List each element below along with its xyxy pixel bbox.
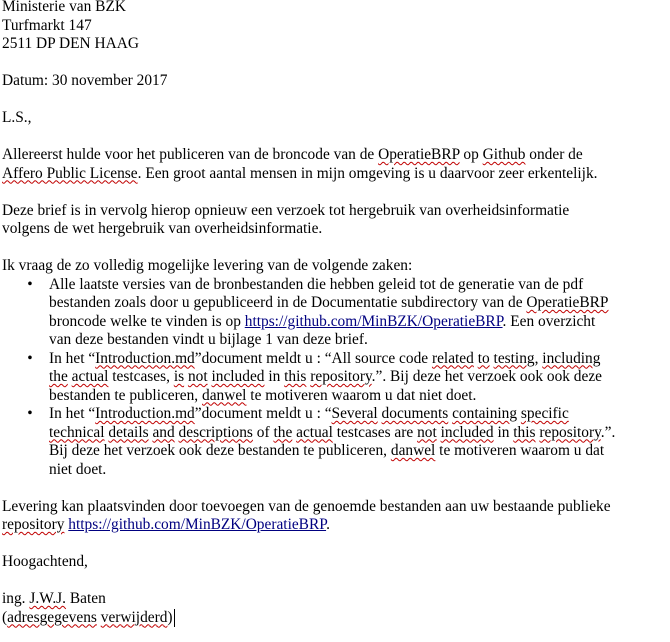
github-link[interactable]: https://github.com/MinBZK/OperatieBRP [68,516,327,533]
list-item: • In het “Introduction.md”document meldt u : “All source code related to testing, including the actual testcases, is not included in this repository.”. Bij deze het verzoek ook ook deze bestanden te publiceren, danwel te motiveren waarom u dat niet doet. [2,350,662,406]
list-item: • In het “Introduction.md”document meldt u : “Several documents containing specific technical details and descriptions of the actual testcases are not included in this repository.”. Bij deze het verzoek ook deze bestanden te publiceren, danwel te motiveren waarom u dat niet doet. [2,405,662,479]
address-line-3: 2511 DP DEN HAAG [2,35,139,52]
bullet-icon: • [27,349,33,367]
letter-document [2,0,662,627]
signature-name: ing. J.W.J. Baten [2,590,106,607]
paragraph-line: Levering kan plaatsvinden door toevoegen van de genoemde bestanden aan uw bestaande publieke [2,497,611,515]
blank-line [2,535,662,554]
address-line-1: Ministerie van BZK [2,0,126,15]
paragraph-line: Deze brief is in vervolg hierop opnieuw een verzoek tot hergebruik van overheidsinformatie [2,201,570,219]
bullet-icon: • [27,405,33,422]
letter-date: Datum: 30 november 2017 [2,72,168,89]
address-line-2: Turfmarkt 147 [2,16,92,34]
list-item: • Alle laatste versies van de bronbestanden die hebben geleid tot de generatie van de pdf bestanden zoals door u gepubliceerd in de Documentatie subdirectory van de OperatieBRP broncode welke te vinden is op https://github.com/MinBZK/OperatieBRP. Een overzicht van deze bestanden vindt u bijlage 1 van deze brief. [2,276,662,350]
signature-block [2,590,662,627]
github-link[interactable]: https://github.com/MinBZK/OperatieBRP [244,312,503,330]
salutation: L.S., [2,109,32,126]
paragraph-line: Allereerst hulde voor het publiceren van de broncode van de OperatieBRP op Github onder de [2,146,583,163]
blank-line [2,54,662,73]
paragraph-line: repository https://github.com/MinBZK/OperatieBRP. [2,516,330,533]
paragraph-request [2,202,662,239]
closing: Hoogachtend, [2,553,88,570]
blank-line [2,91,662,110]
paragraph-delivery [2,498,662,535]
paragraph-line: Affero Public License. Een groot aantal mensen in mijn omgeving is u daarvoor zeer erkentelijk. [2,164,598,182]
request-intro: Ik vraag de zo volledig mogelijke levering van de volgende zaken: [2,257,413,274]
blank-line [2,479,662,498]
blank-line [2,128,662,147]
recipient-address [2,0,662,54]
text-cursor: (adresgegevens verwijderd) [2,608,173,626]
blank-line [2,239,662,258]
blank-line [2,572,662,591]
paragraph-line: volgens de wet hergebruik van overheidsinformatie. [2,220,323,237]
bullet-icon: • [27,275,33,293]
signature-note [2,609,662,628]
paragraph-thanks [2,146,662,183]
request-list [2,276,662,480]
blank-line [2,183,662,202]
